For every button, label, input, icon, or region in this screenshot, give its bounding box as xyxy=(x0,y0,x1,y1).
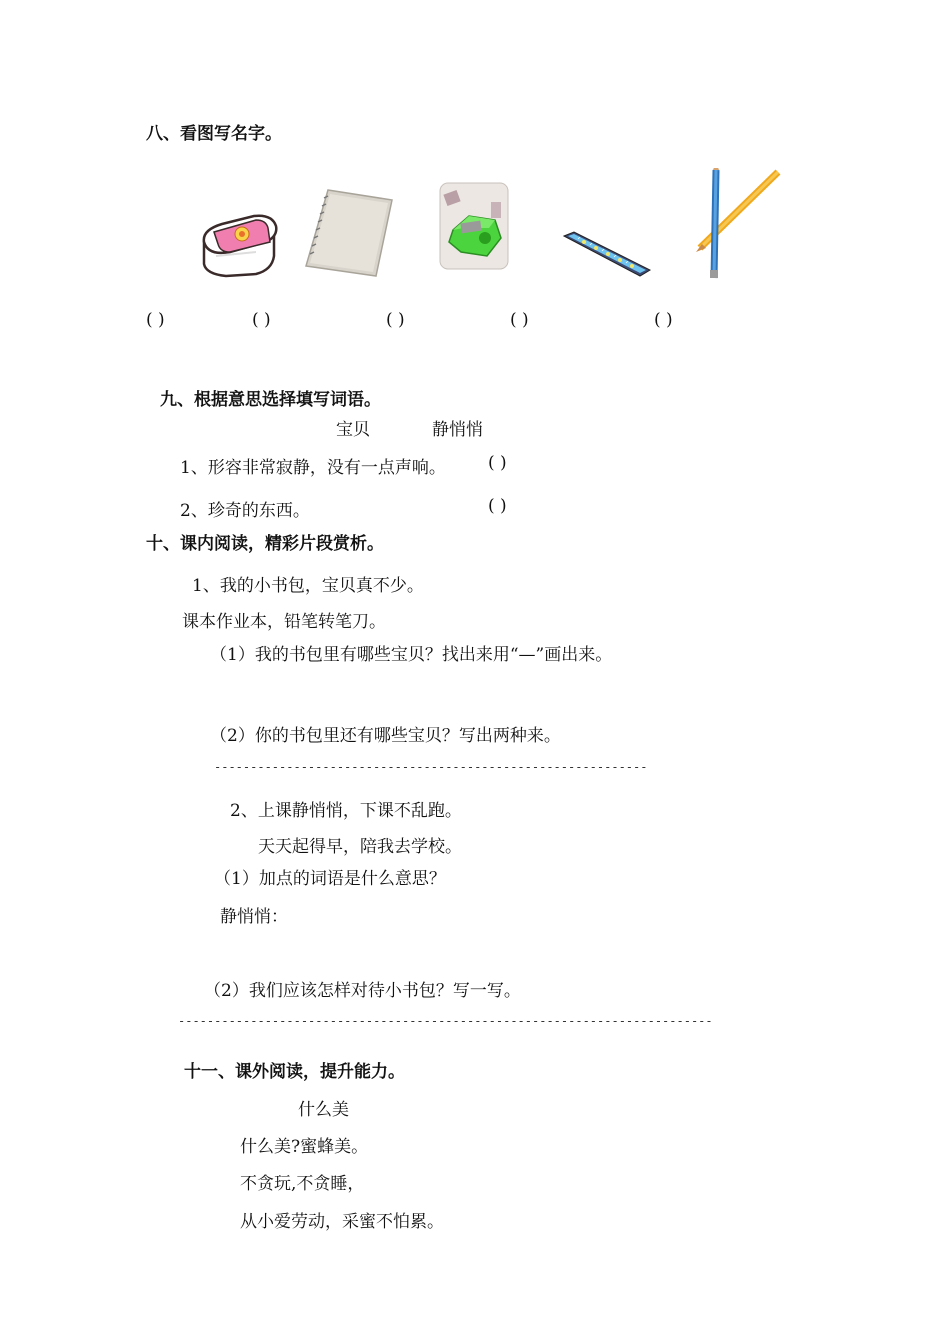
passage2-line2: 天天起得早，陪我去学校。 xyxy=(258,837,462,857)
answer-line-1[interactable]: ------------------------------------------------------------ xyxy=(214,760,648,774)
passage2-word: 静悄悄： xyxy=(220,907,288,927)
answer-blank-5[interactable]: ( ) xyxy=(654,310,673,330)
passage2-question2: （2）我们应该怎样对待小书包？写一写。 xyxy=(204,981,521,1001)
passage1-line1: 1、我的小书包，宝贝真不少。 xyxy=(192,576,424,596)
eraser-icon xyxy=(196,212,282,278)
answer-line-2[interactable]: -------------------------------------------------------------------------- xyxy=(178,1014,713,1028)
section9-heading: 九、根据意思选择填写词语。 xyxy=(160,390,381,410)
question-2-blank[interactable]: ( ) xyxy=(488,496,507,516)
answer-blank-3[interactable]: ( ) xyxy=(386,310,405,330)
section11-heading: 十一、课外阅读，提升能力。 xyxy=(184,1062,405,1082)
word-option-1: 宝贝 xyxy=(336,420,370,440)
question-2: 2、珍奇的东西。 xyxy=(180,501,310,521)
word-option-2: 静悄悄 xyxy=(432,420,483,440)
pencils-icon xyxy=(694,168,784,284)
pencil-sharpener-icon xyxy=(439,182,509,270)
notebook-icon xyxy=(302,186,394,278)
question-1-blank[interactable]: ( ) xyxy=(488,453,507,473)
passage1-question1: （1）我的书包里有哪些宝贝？找出来用“—”画出来。 xyxy=(210,645,613,665)
section10-heading: 十、课内阅读，精彩片段赏析。 xyxy=(146,534,384,554)
ruler-icon xyxy=(560,230,652,280)
question-1: 1、形容非常寂静，没有一点声响。 xyxy=(180,458,446,478)
passage2-question1: （1）加点的词语是什么意思？ xyxy=(214,869,446,889)
poem-title: 什么美 xyxy=(298,1100,349,1120)
poem-line-3: 从小爱劳动，采蜜不怕累。 xyxy=(240,1212,444,1232)
poem-line-2: 不贪玩,不贪睡， xyxy=(240,1174,365,1194)
passage1-question2: （2）你的书包里还有哪些宝贝？写出两种来。 xyxy=(210,726,561,746)
passage2-line1: 2、上课静悄悄，下课不乱跑。 xyxy=(230,801,462,821)
answer-blank-4[interactable]: ( ) xyxy=(510,310,529,330)
section8-heading: 八、看图写名字。 xyxy=(146,124,282,144)
passage1-line2: 课本作业本，铅笔转笔刀。 xyxy=(182,612,386,632)
answer-blank-1[interactable]: ( ) xyxy=(146,310,165,330)
poem-line-1: 什么美?蜜蜂美。 xyxy=(240,1137,369,1157)
answer-blank-2[interactable]: ( ) xyxy=(252,310,271,330)
